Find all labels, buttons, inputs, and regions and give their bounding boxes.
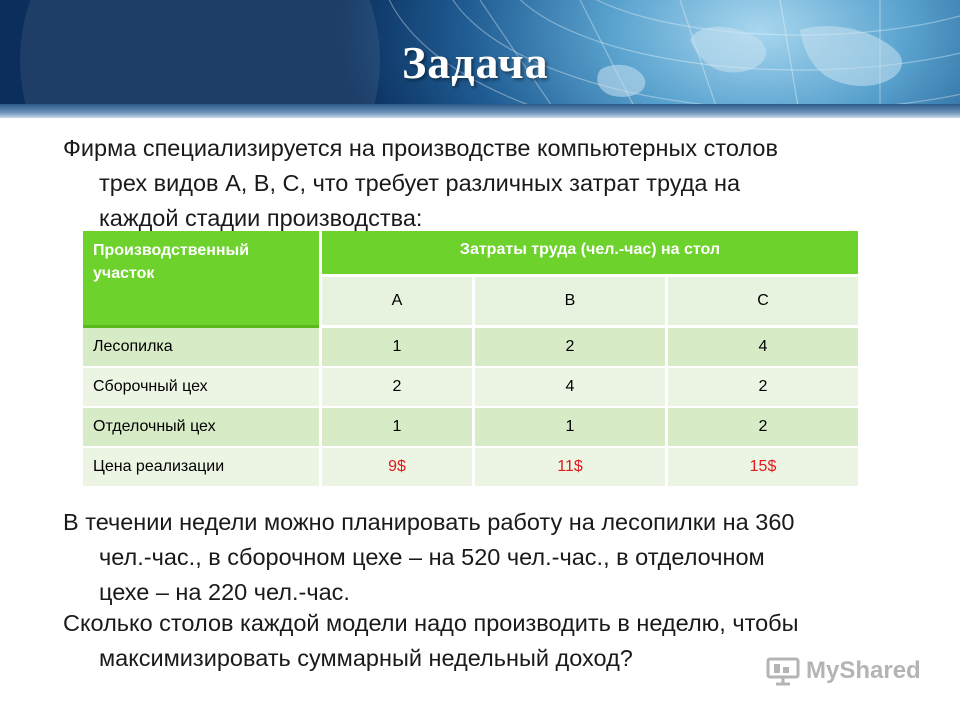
row-label: Сборочный цех: [83, 368, 319, 408]
table-corner-header: Производственный участок: [83, 231, 319, 328]
intro-line: Фирма специализируется на производстве компьютерных столов: [63, 135, 778, 161]
price-cell: 9$: [319, 448, 472, 488]
intro-line: трех видов А, В, С, что требует различных затрат труда на: [99, 170, 741, 196]
table-cell: 1: [319, 408, 472, 448]
column-header-c: С: [665, 277, 858, 328]
column-header-b: В: [472, 277, 665, 328]
table-cell: 4: [665, 328, 858, 368]
table-cell: 1: [319, 328, 472, 368]
question-line: максимизировать суммарный недельный доход?: [99, 645, 633, 671]
table-row: [83, 408, 858, 448]
column-header-a: А: [319, 277, 472, 328]
capacity-line: чел.-час., в сборочном цехе – на 520 чел.-час., в отделочном: [99, 544, 765, 570]
price-cell: 11$: [472, 448, 665, 488]
presentation-icon: [766, 656, 800, 686]
watermark: [766, 656, 921, 686]
intro-paragraph: [63, 131, 778, 236]
table-cell: 2: [665, 408, 858, 448]
table-row: [83, 448, 858, 488]
price-cell: 15$: [665, 448, 858, 488]
question-paragraph: [63, 606, 799, 676]
table-row: [83, 328, 858, 368]
capacity-line: цехе – на 220 чел.-час.: [99, 579, 350, 605]
question-line: Сколько столов каждой модели надо производить в неделю, чтобы: [63, 610, 799, 636]
table-cell: 2: [319, 368, 472, 408]
row-label: Лесопилка: [83, 328, 319, 368]
table-cell: 4: [472, 368, 665, 408]
watermark-text: MyShared: [806, 657, 921, 684]
labor-cost-table: [83, 231, 858, 488]
row-label: Цена реализации: [83, 448, 319, 488]
table-cell: 1: [472, 408, 665, 448]
table-cell: 2: [665, 368, 858, 408]
capacity-paragraph: [63, 505, 794, 610]
intro-line: каждой стадии производства:: [99, 205, 423, 231]
table-cell: 2: [472, 328, 665, 368]
table-row: [83, 368, 858, 408]
row-label: Отделочный цех: [83, 408, 319, 448]
slide-title: Задача: [402, 37, 549, 88]
capacity-line: В течении недели можно планировать работу на лесопилки на 360: [63, 509, 795, 535]
table-group-header: Затраты труда (чел.-час) на стол: [319, 231, 858, 277]
